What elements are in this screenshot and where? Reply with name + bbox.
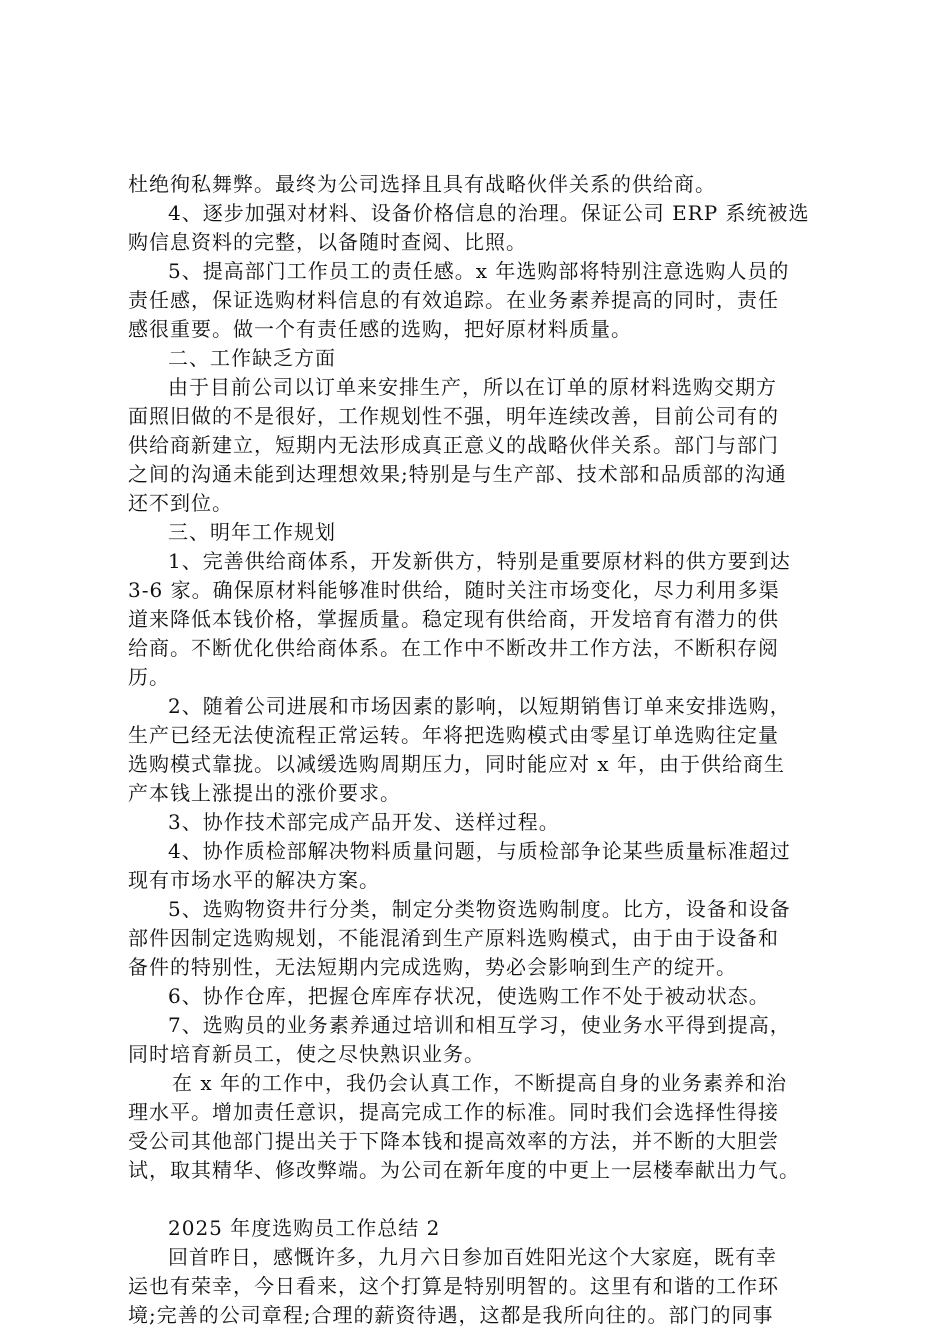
paragraph-line: 同时培育新员工，使之尽快熟识业务。	[128, 1042, 485, 1066]
paragraph-first-line: 4、逐步加强对材料、设备价格信息的治理。保证公司 ERP 系统被选	[168, 201, 810, 225]
paragraph-gap	[128, 1185, 838, 1214]
paragraph-line: 杜绝徇私舞弊。最终为公司选择且具有战略伙伴关系的供给商。	[128, 172, 716, 196]
paragraph-line: 给商。不断优化供给商体系。在工作中不断改井工作方法，不断积存阅	[128, 636, 779, 660]
paragraph-first-line: 5、选购物资井行分类，制定分类物资选购制度。比方，设备和设备	[168, 897, 791, 921]
paragraph-line: 选购模式靠拢。以减缓选购周期压力，同时能应对 x 年，由于供给商生	[128, 752, 785, 776]
paragraph-first-line: 由于目前公司以订单来安排生产，所以在订单的原材料选购交期方	[168, 375, 777, 399]
paragraph-first-line: 5、提高部门工作员工的责任感。x 年选购部将特别注意选购人员的	[168, 259, 790, 283]
paragraph-first-line: 1、完善供给商体系，开发新供方，特别是重要原材料的供方要到达	[168, 549, 791, 573]
paragraph-first-line: 三、明年工作规划	[168, 520, 336, 544]
paragraph-line: 生产已经无法使流程正常运转。年将把选购模式由零星订单选购往定量	[128, 723, 779, 747]
paragraph-first-line: 二、工作缺乏方面	[168, 346, 336, 370]
paragraph-line: 运也有荣幸，今日看来，这个打算是特别明智的。这里有和谐的工作环	[128, 1274, 779, 1298]
paragraph-line: 历。	[128, 665, 170, 689]
paragraph-line: 还不到位。	[128, 491, 233, 515]
paragraph-line: 现有市场水平的解决方案。	[128, 868, 380, 892]
paragraph-first-line: 在 x 年的工作中，我仍会认真工作，不断提高自身的业务素养和治	[172, 1071, 787, 1095]
paragraph-line: 3-6 家。确保原材料能够准时供给，随时关注市场变化，尽力利用多渠	[128, 578, 780, 602]
paragraph-line: 供给商新建立，短期内无法形成真正意义的战略伙伴关系。部门与部门	[128, 433, 779, 457]
paragraph-line: 面照旧做的不是很好，工作规划性不强，明年连续改善，目前公司有的	[128, 404, 779, 428]
paragraph-line: 试，取其精华、修改弊端。为公司在新年度的中更上一层楼奉献出力气。	[128, 1158, 800, 1182]
paragraph-first-line: 回首昨日，感慨许多，九月六日参加百姓阳光这个大家庭，既有幸	[168, 1245, 777, 1269]
paragraph-line: 道来降低本钱价格，掌握质量。稳定现有供给商，开发培育有潜力的供	[128, 607, 779, 631]
paragraph-line: 产本钱上涨提出的涨价要求。	[128, 781, 401, 805]
paragraph-first-line: 7、选购员的业务素养通过培训和相互学习，使业务水平得到提高，	[168, 1013, 791, 1037]
paragraph-line: 之间的沟通未能到达理想效果;特别是与生产部、技术部和品质部的沟通	[128, 462, 787, 486]
paragraph-first-line: 6、协作仓库，把握仓库库存状况，使选购工作不处于被动状态。	[168, 984, 770, 1008]
paragraph-first-line: 2、随着公司进展和市场因素的影响，以短期销售订单来安排选购，	[168, 694, 791, 718]
paragraph-first-line: 3、协作技术部完成产品开发、送样过程。	[168, 810, 560, 834]
paragraph-line: 受公司其他部门提出关于下降本钱和提高效率的方法，并不断的大胆尝	[128, 1129, 779, 1153]
paragraph-line: 理水平。增加责任意识，提高完成工作的标准。同时我们会选择性得接	[128, 1100, 779, 1124]
document-body	[128, 170, 838, 1330]
paragraph-line: 责任感，保证选购材料信息的有效追踪。在业务素养提高的同时，责任	[128, 288, 779, 312]
paragraph-line: 感很重要。做一个有责任感的选购，把好原材料质量。	[128, 317, 632, 341]
paragraph-line: 备件的特别性，无法短期内完成选购，势必会影响到生产的绽开。	[128, 955, 737, 979]
paragraph-first-line: 4、协作质检部解决物料质量问题，与质检部争论某些质量标准超过	[168, 839, 791, 863]
paragraph-line: 境;完善的公司章程;合理的薪资待遇，这都是我所向往的。部门的同事	[128, 1303, 774, 1327]
paragraph-line: 购信息资料的完整，以备随时查阅、比照。	[128, 230, 527, 254]
paragraph-line: 部件因制定选购规划，不能混淆到生产原料选购模式，由于由于设备和	[128, 926, 779, 950]
paragraph-first-line: 2025 年度选购员工作总结 2	[168, 1216, 441, 1240]
